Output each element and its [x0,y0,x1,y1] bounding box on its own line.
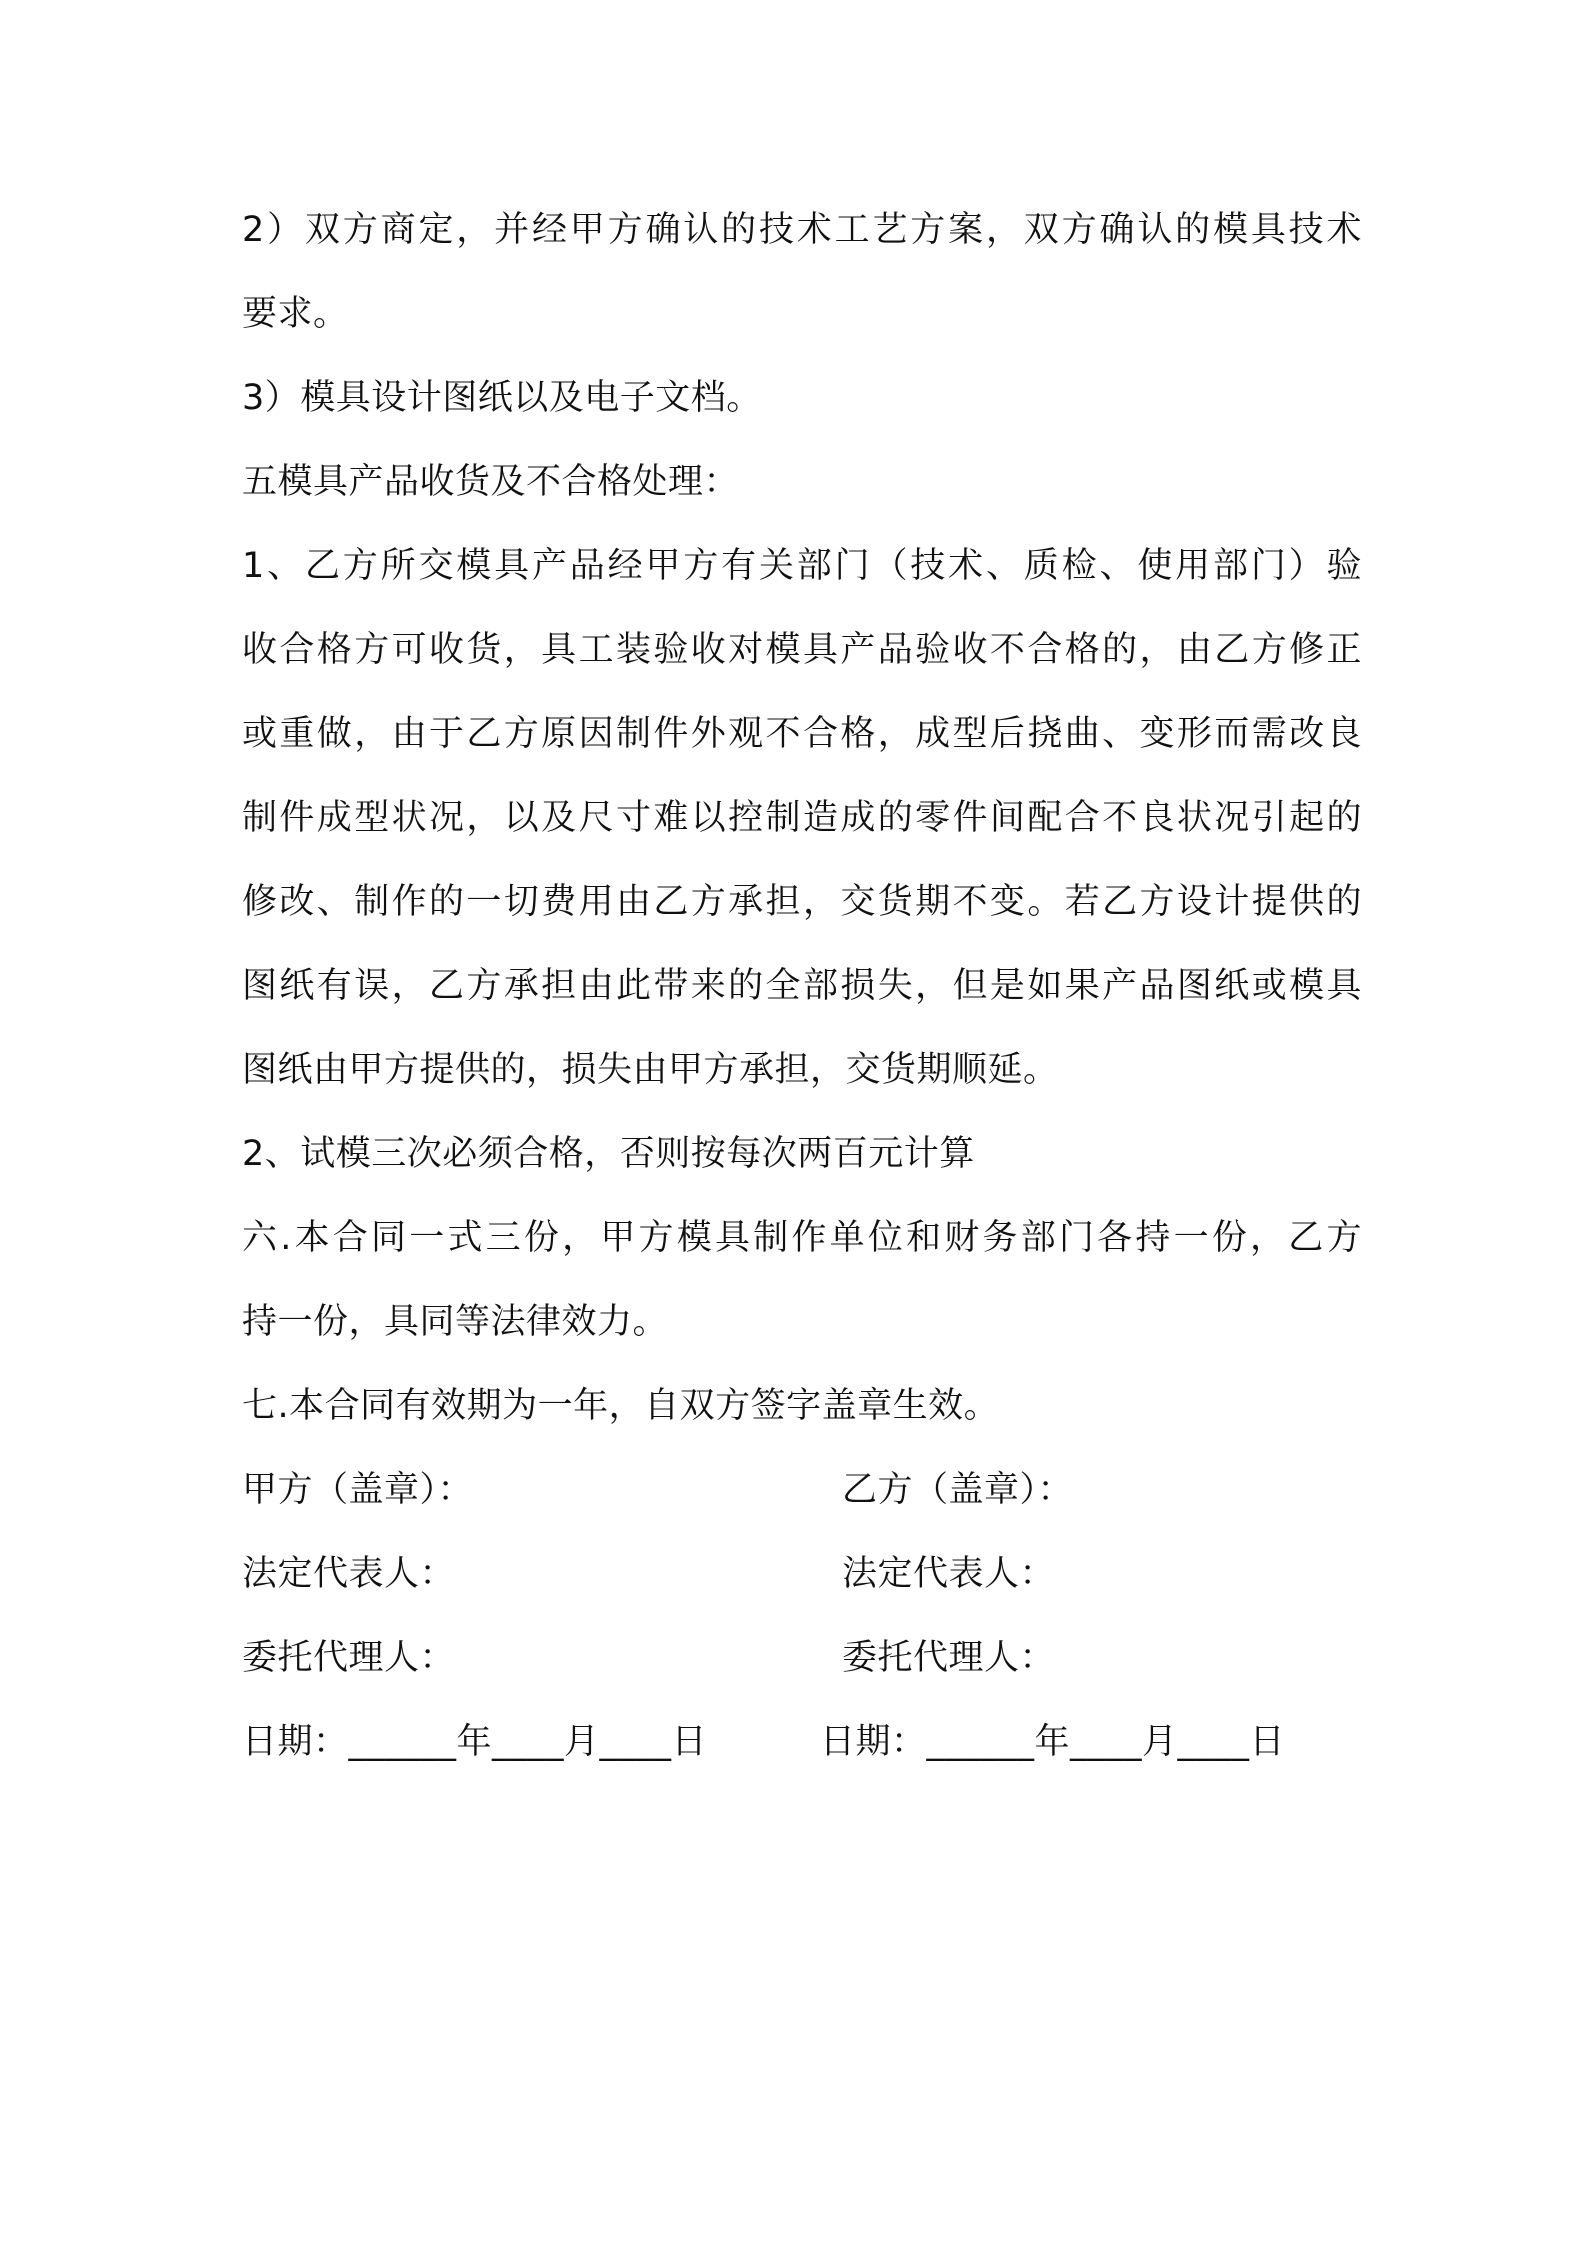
section-6-line-1: 六.本合同一式三份，甲方模具制作单位和财务部门各持一份，乙方 [242,1218,1362,1258]
paragraph-line-10: 图纸有误，乙方承担由此带来的全部损失，但是如果产品图纸或模具 [242,966,1362,1006]
paragraph-line-6: 收合格方可收货，具工装验收对模具产品验收不合格的，由乙方修正 [242,630,1362,670]
party-a-seal-label: 甲方（盖章）： [242,1470,474,1510]
party-b-date-label: 日期：______年____月____日 [820,1722,1286,1762]
party-b-legal-rep-label: 法定代表人： [842,1554,1056,1594]
paragraph-line-8: 制件成型状况，以及尺寸难以控制造成的零件间配合不良状况引起的 [242,798,1362,838]
section-heading-5: 五模具产品收货及不合格处理： [242,462,740,502]
section-7-line: 七.本合同有效期为一年，自双方签字盖章生效。 [242,1386,1000,1426]
party-a-legal-rep-label: 法定代表人： [242,1554,456,1594]
paragraph-line-3: 3）模具设计图纸以及电子文档。 [242,378,762,418]
party-a-agent-label: 委托代理人： [242,1638,456,1678]
paragraph-line-5: 1、乙方所交模具产品经甲方有关部门（技术、质检、使用部门）验 [242,546,1362,586]
party-b-seal-label: 乙方（盖章）： [842,1470,1074,1510]
section-6-line-2: 持一份，具同等法律效力。 [242,1302,669,1342]
paragraph-line-7: 或重做，由于乙方原因制件外观不合格，成型后挠曲、变形而需改良 [242,714,1362,754]
paragraph-line-1: 2）双方商定，并经甲方确认的技术工艺方案，双方确认的模具技术 [242,210,1362,250]
paragraph-line-2: 要求。 [242,294,349,334]
party-a-date-label: 日期：______年____月____日 [242,1722,708,1762]
paragraph-line-11: 图纸由甲方提供的，损失由甲方承担，交货期顺延。 [242,1050,1059,1090]
paragraph-line-12: 2、试模三次必须合格，否则按每次两百元计算 [242,1134,975,1174]
party-b-agent-label: 委托代理人： [842,1638,1056,1678]
paragraph-line-9: 修改、制作的一切费用由乙方承担，交货期不变。若乙方设计提供的 [242,882,1362,922]
